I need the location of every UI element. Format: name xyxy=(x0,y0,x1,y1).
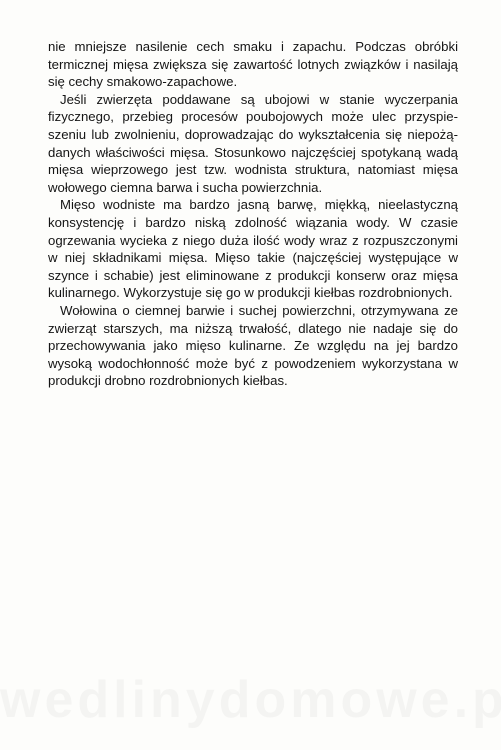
watermark xyxy=(0,670,501,730)
paragraph-4: Wołowina o ciemnej barwie i suchej powierzchni, otrzymywana ze zwierząt starszych, ma niższą trwałość, dlatego nie nadaje się do przechowywania jako mięso kulinarne. Ze względu na jej bardzo wysoką wodochłonność może być z powodzeniem wykorzystana w produkcji drobno rozdrobnionych kiełbas. xyxy=(48,302,458,389)
paragraph-2: Jeśli zwierzęta poddawane są ubojowi w stanie wyczerpania fizycznego, przebieg procesów poubojowych może ulec przyspieszeniu lub zwolnieniu, doprowadzając do wykształcenia się niepożądanych właściwości mięsa. Stosunkowo najczęściej spotykaną wadą mięsa wieprzowego jest tzw. wodnista struktura, natomiast mięsa wołowego ciemna barwa i sucha powierzchnia. xyxy=(48,91,458,195)
paragraph-3: Mięso wodniste ma bardzo jasną barwę, miękką, nieelastyczną konsystencję i bardzo niską zdolność wiązania wody. W czasie ogrzewania wycieka z niego duża ilość wody wraz z rozpuszczonymi w niej składnikami mięsa. Mięso takie (najczęściej występujące w szynce i schabie) jest eliminowane z produkcji konserw oraz mięsa kulinarnego. Wykorzystuje się go w produkcji kiełbas rozdrobnionych. xyxy=(48,197,458,301)
body-text xyxy=(48,38,458,390)
paragraph-1: nie mniejsze nasilenie cech smaku i zapachu. Podczas obróbki termicznej mięsa zwiększa się zawartość lotnych związków i nasilają się cechy smakowo-zapachowe. xyxy=(48,39,458,90)
